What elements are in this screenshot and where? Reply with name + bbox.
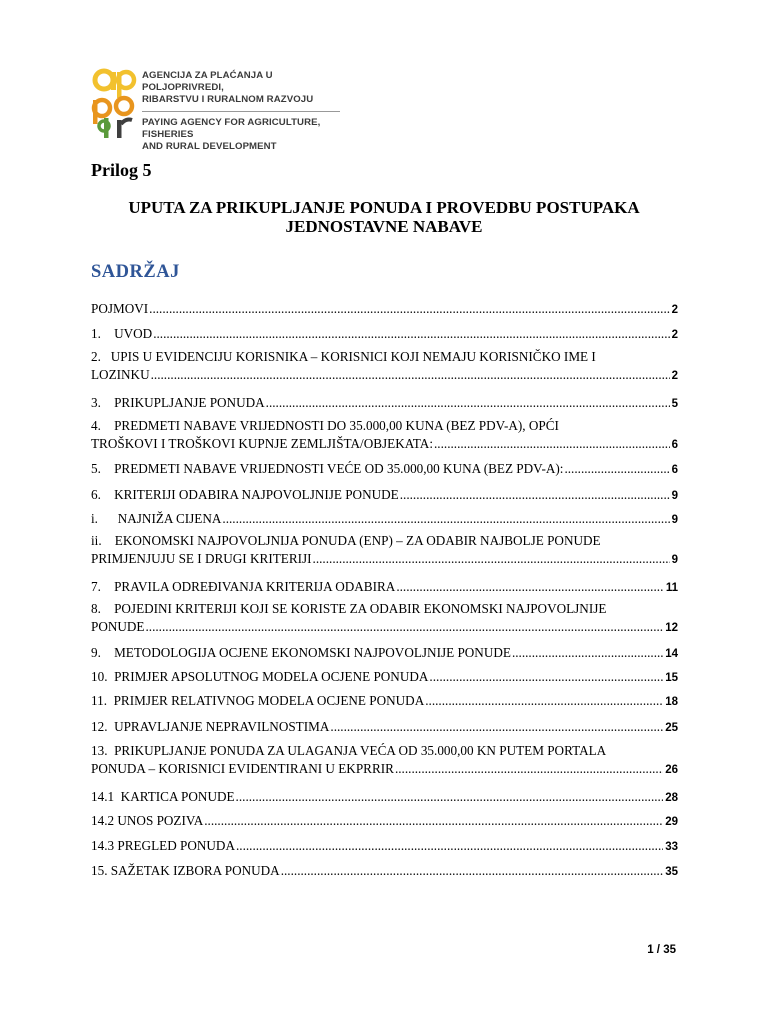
toc-entry-title-line-1: ii. EKONOMSKI NAJPOVOLJNIJA PONUDA (ENP) – ZA ODABIR NAJBOLJE PONUDE xyxy=(91,533,601,548)
toc-entry[interactable] xyxy=(91,460,678,480)
toc-entry-title: 1. UVOD xyxy=(91,326,153,341)
toc-entry-page-number: 12 xyxy=(665,621,678,634)
toc-entry-title: 14.2 UNOS POZIVA xyxy=(91,813,204,828)
toc-entry-page-number: 33 xyxy=(665,841,678,853)
toc-dot-leader xyxy=(149,300,669,318)
document-title xyxy=(91,198,677,236)
toc-entry-title-line-1: 13. PRIKUPLJANJE PONUDA ZA ULAGANJA VEĆA OD 35.000,00 KN PUTEM PORTALA xyxy=(91,743,607,758)
toc-dot-leader xyxy=(236,788,664,806)
toc-entry[interactable] xyxy=(91,510,678,530)
toc-entry-page-number: 9 xyxy=(671,490,678,502)
toc-entry[interactable] xyxy=(91,417,678,454)
toc-dot-leader xyxy=(204,812,663,830)
toc-entry[interactable] xyxy=(91,600,678,637)
toc-entry-title: 12. UPRAVLJANJE NEPRAVILNOSTIMA xyxy=(91,719,330,734)
toc-entry-title: 9. METODOLOGIJA OCJENE EKONOMSKI NAJPOVOLJNIJE PONUDE xyxy=(91,645,511,660)
toc-entry-title: LOZINKU xyxy=(91,366,150,382)
agency-name-en-line-1: PAYING AGENCY FOR AGRICULTURE, FISHERIES xyxy=(142,117,321,140)
toc-entry-title: 14.3 PREGLED PONUDA xyxy=(91,838,235,853)
toc-entry-page-number: 25 xyxy=(665,722,678,734)
toc-entry-page-number: 6 xyxy=(671,464,678,476)
toc-dot-leader xyxy=(564,460,669,478)
page-number: 1 / 35 xyxy=(647,944,676,956)
toc-entry-row xyxy=(91,812,678,832)
toc-entry-title: PRIMJENJUJU SE I DRUGI KRITERIJI xyxy=(91,550,312,566)
toc-entry-row xyxy=(91,325,678,345)
toc-dot-leader xyxy=(266,394,670,412)
toc-entry-row xyxy=(91,578,678,598)
toc-entry[interactable] xyxy=(91,812,678,832)
toc-dot-leader xyxy=(396,578,664,596)
toc-entry-title: PONUDE xyxy=(91,618,145,634)
toc-entry-page-number: 2 xyxy=(671,329,678,341)
apprrr-logo-icon xyxy=(90,66,140,140)
toc-dot-leader xyxy=(330,718,663,736)
toc-entry-page-number: 5 xyxy=(671,398,678,410)
toc-entry-row xyxy=(91,394,678,414)
toc-entry-row xyxy=(91,550,678,570)
toc-entry-row xyxy=(91,668,678,688)
toc-entry[interactable] xyxy=(91,532,678,569)
toc-entry-title: 14.1 KARTICA PONUDE xyxy=(91,789,235,804)
toc-entry[interactable] xyxy=(91,742,678,779)
toc-dot-leader xyxy=(145,618,663,636)
toc-entry-row xyxy=(91,486,678,506)
toc-entry-page-number: 29 xyxy=(665,816,678,828)
toc-entry-title: 3. PRIKUPLJANJE PONUDA xyxy=(91,395,265,410)
toc-dot-leader xyxy=(512,644,663,662)
toc-entry-title: 7. PRAVILA ODREĐIVANJA KRITERIJA ODABIRA xyxy=(91,579,396,594)
toc-entry-page-number: 2 xyxy=(671,369,678,382)
toc-entry-row xyxy=(91,692,678,712)
toc-entry-title-line-1: 8. POJEDINI KRITERIJI KOJI SE KORISTE ZA ODABIR EKONOMSKI NAJPOVOLJNIJE xyxy=(91,601,607,616)
toc-entry[interactable] xyxy=(91,300,678,320)
toc-entry-row xyxy=(91,300,678,320)
toc-entry-page-number: 28 xyxy=(665,792,678,804)
toc-entry-row xyxy=(91,644,678,664)
toc-entry-page-number: 11 xyxy=(665,582,678,594)
toc-entry[interactable] xyxy=(91,325,678,345)
toc-entry-page-number: 26 xyxy=(665,763,678,776)
toc-entry[interactable] xyxy=(91,578,678,598)
agency-name-hr-line-2: RIBARSTVU I RURALNOM RAZVOJU xyxy=(142,94,314,105)
toc-entry[interactable] xyxy=(91,394,678,414)
toc-entry-row xyxy=(91,435,678,455)
toc-entry-page-number: 18 xyxy=(665,696,678,708)
toc-entry-row xyxy=(91,366,678,386)
toc-entry[interactable] xyxy=(91,692,678,712)
toc-entry-title-line-1: 2. UPIS U EVIDENCIJU KORISNIKA – KORISNICI KOJI NEMAJU KORISNIČKO IME I xyxy=(91,349,596,364)
toc-entry[interactable] xyxy=(91,348,678,385)
logo-divider xyxy=(142,111,340,112)
toc-entry-page-number: 35 xyxy=(665,866,678,878)
agency-name xyxy=(142,70,352,153)
toc-entry[interactable] xyxy=(91,837,678,857)
agency-name-en-line-2: AND RURAL DEVELOPMENT xyxy=(142,141,277,152)
toc-dot-leader xyxy=(281,862,664,880)
toc-dot-leader xyxy=(153,325,669,343)
toc-entry-row xyxy=(91,510,678,530)
toc-entry-page-number: 2 xyxy=(671,304,678,316)
toc-dot-leader xyxy=(400,486,670,504)
toc-entry-title: 5. PREDMETI NABAVE VRIJEDNOSTI VEĆE OD 35.000,00 KUNA (BEZ PDV-A): xyxy=(91,461,564,476)
toc-entry[interactable] xyxy=(91,644,678,664)
toc-entry-row xyxy=(91,788,678,808)
toc-entry-title: 10. PRIMJER APSOLUTNOG MODELA OCJENE PONUDA xyxy=(91,669,429,684)
toc-entry-title: POJMOVI xyxy=(91,301,149,316)
toc-entry-title: TROŠKOVI I TROŠKOVI KUPNJE ZEMLJIŠTA/OBJEKATA: xyxy=(91,435,433,451)
document-title-line-1: UPUTA ZA PRIKUPLJANJE PONUDA I PROVEDBU POSTUPAKA xyxy=(128,198,640,217)
toc-entry-title-line-1: 4. PREDMETI NABAVE VRIJEDNOSTI DO 35.000,00 KUNA (BEZ PDV-A), OPĆI xyxy=(91,418,559,433)
toc-dot-leader xyxy=(425,692,663,710)
toc-dot-leader xyxy=(236,837,663,855)
agency-name-hr-line-1: AGENCIJA ZA PLAĆANJA U POLJOPRIVREDI, xyxy=(142,70,273,93)
toc-entry[interactable] xyxy=(91,718,678,738)
toc-entry-title: 6. KRITERIJI ODABIRA NAJPOVOLJNIJE PONUDE xyxy=(91,487,399,502)
document-title-line-2: JEDNOSTAVNE NABAVE xyxy=(285,217,483,236)
toc-entry[interactable] xyxy=(91,486,678,506)
toc-dot-leader xyxy=(434,435,670,453)
toc-entry-title: 11. PRIMJER RELATIVNOG MODELA OCJENE PONUDA xyxy=(91,693,425,708)
attachment-label: Prilog 5 xyxy=(91,160,152,180)
toc-entry-row xyxy=(91,460,678,480)
toc-entry-row xyxy=(91,760,678,780)
toc-entry-page-number: 6 xyxy=(671,438,678,451)
toc-heading: SADRŽAJ xyxy=(91,262,180,282)
toc-entry[interactable] xyxy=(91,862,678,882)
agency-logo xyxy=(90,66,350,152)
toc-entry-row xyxy=(91,837,678,857)
toc-entry-title: i. NAJNIŽA CIJENA xyxy=(91,511,222,526)
toc-entry-page-number: 9 xyxy=(671,514,678,526)
toc-entry-page-number: 9 xyxy=(671,553,678,566)
toc-dot-leader xyxy=(151,366,670,384)
toc-entry[interactable] xyxy=(91,788,678,808)
toc-entry-title: PONUDA – KORISNICI EVIDENTIRANI U EKPRRIR xyxy=(91,760,394,776)
toc-dot-leader xyxy=(222,510,669,528)
toc-entry-page-number: 15 xyxy=(665,672,678,684)
toc-entry-row xyxy=(91,618,678,638)
toc-dot-leader xyxy=(313,550,670,568)
toc-entry-page-number: 14 xyxy=(665,648,678,660)
toc-entry-row xyxy=(91,718,678,738)
toc-entry-title: 15. SAŽETAK IZBORA PONUDA xyxy=(91,863,280,878)
toc-dot-leader xyxy=(395,760,663,778)
toc-entry[interactable] xyxy=(91,668,678,688)
toc-dot-leader xyxy=(429,668,663,686)
toc-entry-row xyxy=(91,862,678,882)
